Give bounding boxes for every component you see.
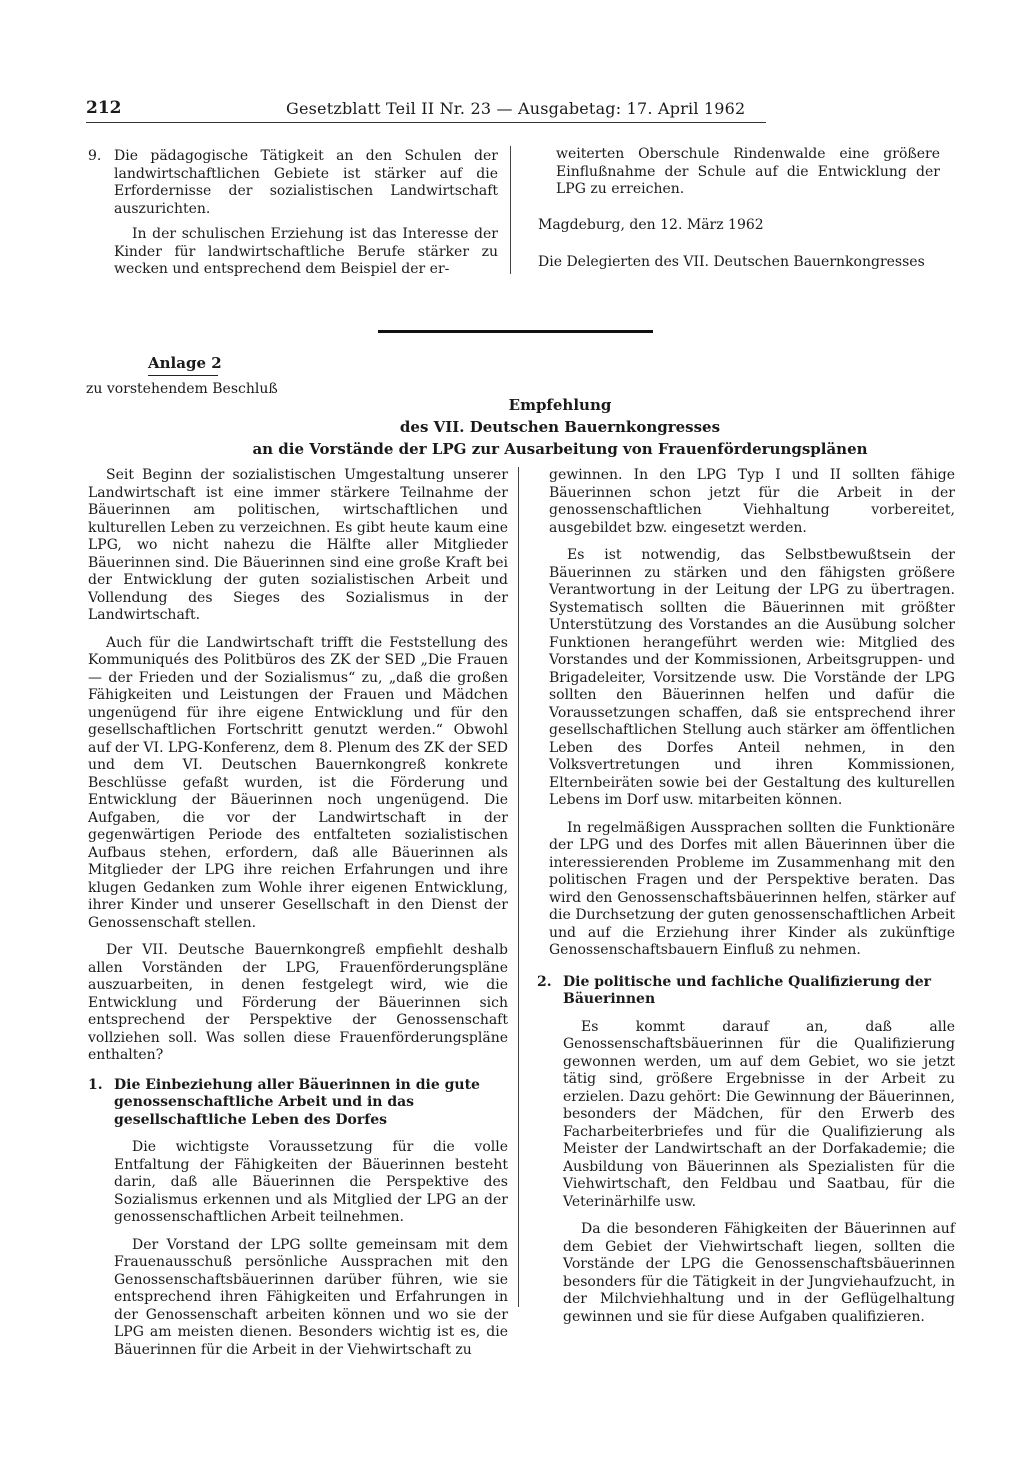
anlage-label: Anlage 2 bbox=[148, 354, 222, 372]
top-right-column bbox=[538, 146, 940, 272]
section-separator bbox=[378, 330, 653, 333]
top-column-divider bbox=[510, 146, 511, 274]
title-line-2: des VII. Deutschen Bauernkongresses bbox=[399, 418, 721, 436]
page-number: 212 bbox=[86, 98, 122, 118]
section-heading-1 bbox=[88, 1077, 508, 1130]
title-line-1: Empfehlung bbox=[508, 396, 612, 414]
header-rule bbox=[86, 122, 766, 123]
section-2-title: Die politische und fachliche Qualifizierung der Bäuerinnen bbox=[563, 973, 931, 1007]
left-paragraph-1: Seit Beginn der sozialistischen Umgestaltung unserer Landwirtschaft ist eine immer stärkere Teilnahme der Bäuerinnen am politischen, wirtschaftlichen und kulturellen Leben zu verzeichnen. Es gibt heute kaum eine LPG, wo nicht nahezu die Hälfte aller Mitglieder Bäuerinnen sind. Die Bäuerinnen sind eine große Kraft bei der Entwicklung der guten sozialistischen Arbeit und Vollendung des Sieges des Sozialismus in der Landwirtschaft. bbox=[88, 467, 508, 623]
item-9-text: Die pädagogische Tätigkeit an den Schulen der landwirtschaftlichen Gebiete ist stärker auf die Erfordernisse der sozialistischen Landwirtschaft auszurichten. bbox=[114, 148, 498, 217]
left-paragraph-2: Auch für die Landwirtschaft trifft die Feststellung des Kommuniqués des Politbüros des ZK der SED „Die Frauen — der Frieden und der Sozialismus“ zu, „daß die großen Fähigkeiten und Leistungen der Frauen und Mädchen ungenügend für ihre eigene Entwicklung und für den gesellschaftlichen Fortschritt genutzt werden.“ Obwohl auf der VI. LPG-Konferenz, dem 8. Plenum des ZK der SED und dem VI. Deutschen Bauernkongreß konkrete Beschlüsse gefaßt wurden, ist die Förderung und Entwicklung der Bäuerinnen noch ungenügend. Die Aufgaben, die vor der Landwirtschaft in der gegenwärtigen Periode des entfalteten sozialistischen Aufbaus stehen, erfordern, daß alle Bäuerinnen als Mitglieder der LPG ihre reichen Erfahrungen und ihre klugen Gedanken zum Wohle ihrer eigenen Entwicklung, ihrer Kinder und unserer Gesellschaft in den Dienst der Genossenschaft stellen. bbox=[88, 634, 508, 931]
right-paragraph-1: gewinnen. In den LPG Typ I und II sollten fähige Bäuerinnen schon jetzt für die Arbeit in der genossenschaftlichen Viehhaltung vorbereitet, ausgebildet bzw. eingesetzt werden. bbox=[549, 467, 955, 536]
page-header bbox=[86, 100, 766, 122]
anlage-underline bbox=[148, 375, 218, 376]
signature: Die Delegierten des VII. Deutschen Bauernkongresses bbox=[538, 254, 925, 270]
right-paragraph-4: Es kommt darauf an, daß alle Genossenschaftsbäuerinnen für die Qualifizierung gewonnen werden, um auf dem Gebiet, wo sie jetzt tätig sind, größere Ergebnisse in der Arbeit zu erzielen. Dazu gehört: Die Gewinnung der Bäuerinnen, besonders der Mädchen, für den Erwerb des Facharbeiterbriefes und für die Qualifizierung als Meister der Landwirtschaft an der Dorfakademie; die Ausbildung von Bäuerinnen als Spezialisten für die Viehwirtschaft, den Feldbau und Saatbau, für die Veterinärhilfe usw. bbox=[563, 1018, 955, 1210]
header-title: Gesetzblatt Teil II Nr. 23 — Ausgabetag: 17. April 1962 bbox=[286, 99, 746, 118]
right-paragraph-5: Da die besonderen Fähigkeiten der Bäuerinnen auf dem Gebiet der Viehwirtschaft liegen, sollten die Vorstände der LPG die Genossenschaftsbäuerinnen besonders für die Tätigkeit in der Jungviehaufzucht, in der Milchviehhaltung und in der Geflügelhaltung gewinnen und sie für diese Aufgaben qualifizieren. bbox=[563, 1221, 955, 1325]
section-heading-2 bbox=[537, 974, 955, 1009]
document-title bbox=[180, 394, 940, 460]
left-paragraph-5: Der Vorstand der LPG sollte gemeinsam mit dem Frauenausschuß persönliche Aussprachen mit den Genossenschaftsbäuerinnen darüber führen, wie sie entsprechend ihren Fähigkeiten und Erfahrungen in der Genossenschaft arbeiten können und wo sie der LPG am meisten dienen. Besonders wichtig ist es, die Bäuerinnen für die Arbeit in der Viehwirtschaft zu bbox=[114, 1236, 508, 1358]
left-paragraph-3: Der VII. Deutsche Bauernkongreß empfiehlt deshalb allen Vorständen der LPG, Frauenförderungspläne auszuarbeiten, in denen festgelegt wird, wie die Entwicklung und Förderung der Bäuerinnen sich entsprechend der Perspektive der Genossenschaft vollziehen soll. Was sollen diese Frauenförderungspläne enthalten? bbox=[88, 942, 508, 1063]
title-line-3: an die Vorstände der LPG zur Ausarbeitung von Frauenförderungsplänen bbox=[252, 440, 868, 458]
top-left-column bbox=[88, 148, 498, 279]
right-paragraph-3: In regelmäßigen Aussprachen sollten die Funktionäre der LPG und des Dorfes mit allen Bäuerinnen über die interessierenden Probleme im Zusammenhang mit den politischen Fragen und der Perspektive beraten. Das wird den Genossenschaftsbäuerinnen helfen, stärker auf die Durchsetzung der guten genossenschaftlichen Arbeit und auf die Erziehung ihrer Kinder als zukünftige Genossenschaftsbauern Einfluß zu nehmen. bbox=[549, 819, 955, 958]
main-left-column bbox=[88, 467, 508, 1369]
continuation-text: weiterten Oberschule Rindenwalde eine größere Einflußnahme der Schule auf die Entwicklung der LPG zu erreichen. bbox=[556, 146, 940, 197]
section-1-number: 1. bbox=[88, 1076, 103, 1093]
anlage-subtitle: zu vorstehendem Beschluß bbox=[86, 381, 278, 397]
main-right-column bbox=[537, 467, 955, 1336]
main-column-divider bbox=[518, 467, 519, 1307]
right-paragraph-2: Es ist notwendig, das Selbstbewußtsein der Bäuerinnen zu stärken und den fähigsten größere Verantwortung in der Leitung der LPG zu übertragen. Systematisch sollten die Bäuerinnen mit größter Unterstützung des Vorstandes an die Ausübung solcher Funktionen herangeführt werden wie: Mitglied des Vorstandes und der Kommissionen, Arbeitsgruppen- und Brigadeleiter, Vorsitzende usw. Die Vorstände der LPG sollten den Bäuerinnen helfen und dafür die Voraussetzungen schaffen, daß sie entsprechend ihrer gesellschaftlichen Stellung auch stärker am öffentlichen Leben des Dorfes Anteil nehmen, in den Volksvertretungen und ihren Kommissionen, Elternbeiräten sowie bei der Gestaltung des kulturellen Lebens im Dorf usw. mitarbeiten können. bbox=[549, 547, 955, 808]
section-1-title: Die Einbeziehung aller Bäuerinnen in die gute genossenschaftliche Arbeit und in das gesellschaftliche Leben des Dorfes bbox=[114, 1076, 480, 1128]
left-paragraph-4: Die wichtigste Voraussetzung für die volle Entfaltung der Fähigkeiten der Bäuerinnen besteht darin, daß alle Bäuerinnen die Perspektive des Sozialismus erkennen und als Mitglied der LPG an der genossenschaftlichen Arbeit teilnehmen. bbox=[114, 1139, 508, 1225]
place-date: Magdeburg, den 12. März 1962 bbox=[538, 216, 764, 233]
item-9-paragraph-2: In der schulischen Erziehung ist das Interesse der Kinder für landwirtschaftliche Berufe stärker zu wecken und entsprechend dem Beispiel der er- bbox=[114, 226, 498, 277]
section-2-number: 2. bbox=[537, 973, 552, 990]
item-9 bbox=[88, 148, 498, 218]
item-9-number: 9. bbox=[88, 148, 102, 164]
